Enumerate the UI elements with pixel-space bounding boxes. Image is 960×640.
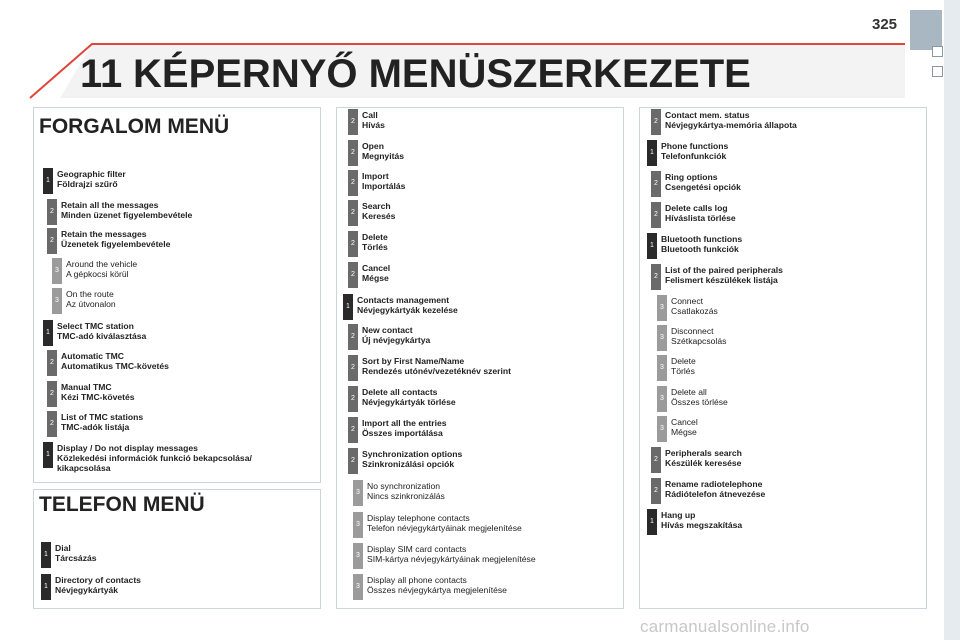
page-number: 325 <box>872 16 898 33</box>
menu-item-hungarian: Törlés <box>362 242 388 252</box>
level-badge: 3 <box>657 386 667 412</box>
menu-item-english: Manual TMC <box>61 382 112 392</box>
menu-item-english: Open <box>362 141 384 151</box>
menu-item-english: Call <box>362 110 378 120</box>
menu-item-english: Ring options <box>665 172 718 182</box>
sidebar-square-icon <box>932 46 943 57</box>
menu-item-text <box>362 232 388 252</box>
level-badge: 1 <box>41 542 51 568</box>
menu-item-text <box>61 200 192 220</box>
level-badge: 2 <box>47 381 57 407</box>
level-badge: 2 <box>47 228 57 254</box>
menu-item-english: Retain all the messages <box>61 200 159 210</box>
menu-item-hungarian: Mégse <box>671 427 697 437</box>
menu-item-text <box>671 326 726 346</box>
level-badge: 2 <box>348 231 358 257</box>
menu-item-hungarian: Új névjegykártya <box>362 335 431 345</box>
menu-item-hungarian: Összes törlése <box>671 397 728 407</box>
menu-item-hungarian: Törlés <box>671 366 695 376</box>
level-badge: 2 <box>348 417 358 443</box>
menu-item-english: List of the paired peripherals <box>665 265 783 275</box>
level-badge: 2 <box>348 140 358 166</box>
menu-item-text <box>362 418 447 438</box>
level-badge: 3 <box>52 288 62 314</box>
menu-item-text <box>61 351 169 371</box>
menu-item-text <box>671 387 728 407</box>
menu-item-hungarian: Importálás <box>362 181 406 191</box>
menu-item-text <box>665 448 742 468</box>
page-title: KÉPERNYŐ MENÜSZERKEZETE <box>133 52 751 96</box>
level-badge: 1 <box>43 442 53 468</box>
menu-item-english: Contact mem. status <box>665 110 750 120</box>
menu-item-english: Automatic TMC <box>61 351 125 361</box>
menu-item-english: On the route <box>66 289 114 299</box>
menu-item-hungarian-cont: kikapcsolása <box>57 463 111 473</box>
menu-item-english: Sort by First Name/Name <box>362 356 465 366</box>
menu-item-hungarian: Mégse <box>362 273 389 283</box>
menu-item-text <box>362 141 404 161</box>
menu-item-english: Display / Do not display messages <box>57 443 198 453</box>
menu-item-hungarian: Üzenetek figyelembevétele <box>61 239 171 249</box>
footer-watermark: carmanualsonline.info <box>640 617 810 636</box>
menu-item-hungarian: Szétkapcsolás <box>671 336 727 346</box>
menu-item-text <box>367 544 536 564</box>
menu-item-hungarian: Az útvonalon <box>66 299 116 309</box>
menu-item-text <box>671 356 696 376</box>
menu-item-english: Retain the messages <box>61 229 147 239</box>
menu-item-hungarian: Keresés <box>362 211 396 221</box>
menu-item-hungarian: Kézi TMC-követés <box>61 392 135 402</box>
menu-item-text <box>665 110 797 130</box>
menu-item-english: Cancel <box>671 417 698 427</box>
menu-item-english: Peripherals search <box>665 448 742 458</box>
level-badge: 2 <box>348 109 358 135</box>
menu-item-text <box>671 296 718 316</box>
page-tab <box>910 10 942 50</box>
menu-item-text <box>57 321 146 341</box>
menu-item-english: New contact <box>362 325 413 335</box>
menu-item-hungarian: Hívás megszakítása <box>661 520 743 530</box>
menu-item-hungarian: SIM-kártya névjegykártyáinak megjelenítése <box>367 554 536 564</box>
menu-item-english: Delete <box>671 356 696 366</box>
menu-item-hungarian: Hívás <box>362 120 385 130</box>
level-badge: 2 <box>348 262 358 288</box>
menu-item-text <box>661 510 742 530</box>
menu-item-hungarian: Telefon névjegykártyáinak megjelenítése <box>367 523 522 533</box>
chapter-number: 11 <box>80 52 123 96</box>
menu-item-hungarian: Csatlakozás <box>671 306 718 316</box>
menu-item-english: Around the vehicle <box>66 259 138 269</box>
menu-item-hungarian: Készülék keresése <box>665 458 742 468</box>
menu-item-text <box>57 443 252 473</box>
level-badge: 3 <box>353 574 363 600</box>
level-badge: 2 <box>348 355 358 381</box>
menu-item-english: Synchronization options <box>362 449 463 459</box>
level-badge: 2 <box>47 199 57 225</box>
menu-item-hungarian: Névjegykártyák kezelése <box>357 305 458 315</box>
menu-item-hungarian: Híváslista törlése <box>665 213 736 223</box>
menu-item-english: List of TMC stations <box>61 412 144 422</box>
menu-item-english: Delete calls log <box>665 203 728 213</box>
menu-item-hungarian: Földrajzi szűrő <box>57 179 118 189</box>
menu-item-english: Geographic filter <box>57 169 126 179</box>
level-badge: 2 <box>348 386 358 412</box>
menu-item-text <box>362 263 390 283</box>
level-badge: 1 <box>647 140 657 166</box>
menu-item-english: Delete all contacts <box>362 387 438 397</box>
menu-item-text <box>661 234 742 254</box>
level-badge: 3 <box>657 295 667 321</box>
menu-item-english: Delete <box>362 232 388 242</box>
level-badge: 3 <box>353 512 363 538</box>
forgalom-title: FORGALOM MENÜ <box>39 115 230 138</box>
level-badge: 1 <box>343 294 353 320</box>
menu-item-text <box>55 575 141 595</box>
menu-item-hungarian: Telefonfunkciók <box>661 151 727 161</box>
menu-item-hungarian: Névjegykártyák <box>55 585 119 595</box>
menu-item-english: Dial <box>55 543 71 553</box>
menu-item-english: Delete all <box>671 387 707 397</box>
menu-item-hungarian: Felismert készülékek listája <box>665 275 778 285</box>
level-badge: 2 <box>348 200 358 226</box>
menu-item-text <box>61 382 135 402</box>
menu-item-text <box>362 325 430 345</box>
menu-item-text <box>362 110 385 130</box>
menu-item-hungarian: Rendezés utónév/vezetéknév szerint <box>362 366 512 376</box>
level-badge: 2 <box>348 448 358 474</box>
menu-item-english: Phone functions <box>661 141 729 151</box>
menu-item-english: Bluetooth functions <box>661 234 743 244</box>
menu-item-hungarian: Közlekedési információk funkció bekapcsolása/ <box>57 453 252 463</box>
menu-item-hungarian: Rádiótelefon átnevezése <box>665 489 766 499</box>
menu-item-text <box>55 543 97 563</box>
level-badge: 3 <box>353 480 363 506</box>
menu-item-text <box>362 201 395 221</box>
menu-item-text <box>671 417 698 437</box>
menu-item-hungarian: Nincs szinkronizálás <box>367 491 445 501</box>
menu-item-english: Hang up <box>661 510 696 520</box>
menu-item-english: Import all the entries <box>362 418 447 428</box>
level-badge: 1 <box>647 509 657 535</box>
menu-item-english: Search <box>362 201 391 211</box>
menu-item-english: Cancel <box>362 263 391 273</box>
menu-item-english: Rename radiotelephone <box>665 479 763 489</box>
level-badge: 2 <box>651 109 661 135</box>
level-badge: 2 <box>651 264 661 290</box>
menu-item-english: Contacts management <box>357 295 450 305</box>
menu-item-text <box>362 356 511 376</box>
menu-item-hungarian: Bluetooth funkciók <box>661 244 739 254</box>
level-badge: 2 <box>651 478 661 504</box>
level-badge: 1 <box>43 320 53 346</box>
menu-item-text <box>357 295 458 315</box>
menu-item-text <box>665 479 765 499</box>
menu-item-text <box>367 513 522 533</box>
menu-item-hungarian: Összes importálása <box>362 428 443 438</box>
menu-item-hungarian: Megnyitás <box>362 151 405 161</box>
menu-item-text <box>665 172 741 192</box>
sidebar-square-icon <box>932 66 943 77</box>
level-badge: 1 <box>647 233 657 259</box>
menu-item-text <box>66 259 137 279</box>
telefon-title: TELEFON MENÜ <box>39 493 205 516</box>
level-badge: 2 <box>348 324 358 350</box>
menu-item-text <box>57 169 126 189</box>
menu-item-english: Display telephone contacts <box>367 513 470 523</box>
menu-item-text <box>665 265 783 285</box>
menu-item-text <box>61 412 143 432</box>
menu-item-hungarian: Automatikus TMC-követés <box>61 361 169 371</box>
level-badge: 2 <box>651 171 661 197</box>
menu-item-english: Connect <box>671 296 704 306</box>
menu-item-english: Directory of contacts <box>55 575 141 585</box>
menu-item-hungarian: Névjegykártyák törlése <box>362 397 456 407</box>
level-badge: 2 <box>47 411 57 437</box>
level-badge: 1 <box>41 574 51 600</box>
menu-item-english: Disconnect <box>671 326 714 336</box>
menu-item-english: Display SIM card contacts <box>367 544 467 554</box>
menu-item-hungarian: Névjegykártya-memória állapota <box>665 120 797 130</box>
level-badge: 3 <box>52 258 62 284</box>
menu-item-english: Select TMC station <box>57 321 134 331</box>
menu-item-text <box>661 141 728 161</box>
level-badge: 3 <box>657 355 667 381</box>
menu-item-text <box>362 171 405 191</box>
menu-item-hungarian: TMC-adó kiválasztása <box>57 331 147 341</box>
menu-item-english: No synchronization <box>367 481 441 491</box>
level-badge: 2 <box>47 350 57 376</box>
menu-item-hungarian: Szinkronizálási opciók <box>362 459 455 469</box>
page-sidebar <box>944 0 960 640</box>
menu-item-english: Display all phone contacts <box>367 575 467 585</box>
level-badge: 3 <box>657 416 667 442</box>
menu-item-text <box>367 481 445 501</box>
menu-item-text <box>66 289 116 309</box>
menu-item-text <box>362 387 456 407</box>
level-badge: 2 <box>651 202 661 228</box>
level-badge: 3 <box>657 325 667 351</box>
menu-item-hungarian: A gépkocsi körül <box>66 269 129 279</box>
menu-item-hungarian: Csengetési opciók <box>665 182 741 192</box>
menu-item-text <box>61 229 170 249</box>
level-badge: 1 <box>43 168 53 194</box>
menu-item-text <box>367 575 507 595</box>
menu-item-english: Import <box>362 171 389 181</box>
menu-item-hungarian: Tárcsázás <box>55 553 97 563</box>
menu-item-hungarian: Összes névjegykártya megjelenítése <box>367 585 507 595</box>
level-badge: 3 <box>353 543 363 569</box>
menu-item-hungarian: Minden üzenet figyelembevétele <box>61 210 193 220</box>
menu-item-text <box>665 203 736 223</box>
menu-item-hungarian: TMC-adók listája <box>61 422 130 432</box>
menu-item-text <box>362 449 462 469</box>
level-badge: 2 <box>651 447 661 473</box>
level-badge: 2 <box>348 170 358 196</box>
